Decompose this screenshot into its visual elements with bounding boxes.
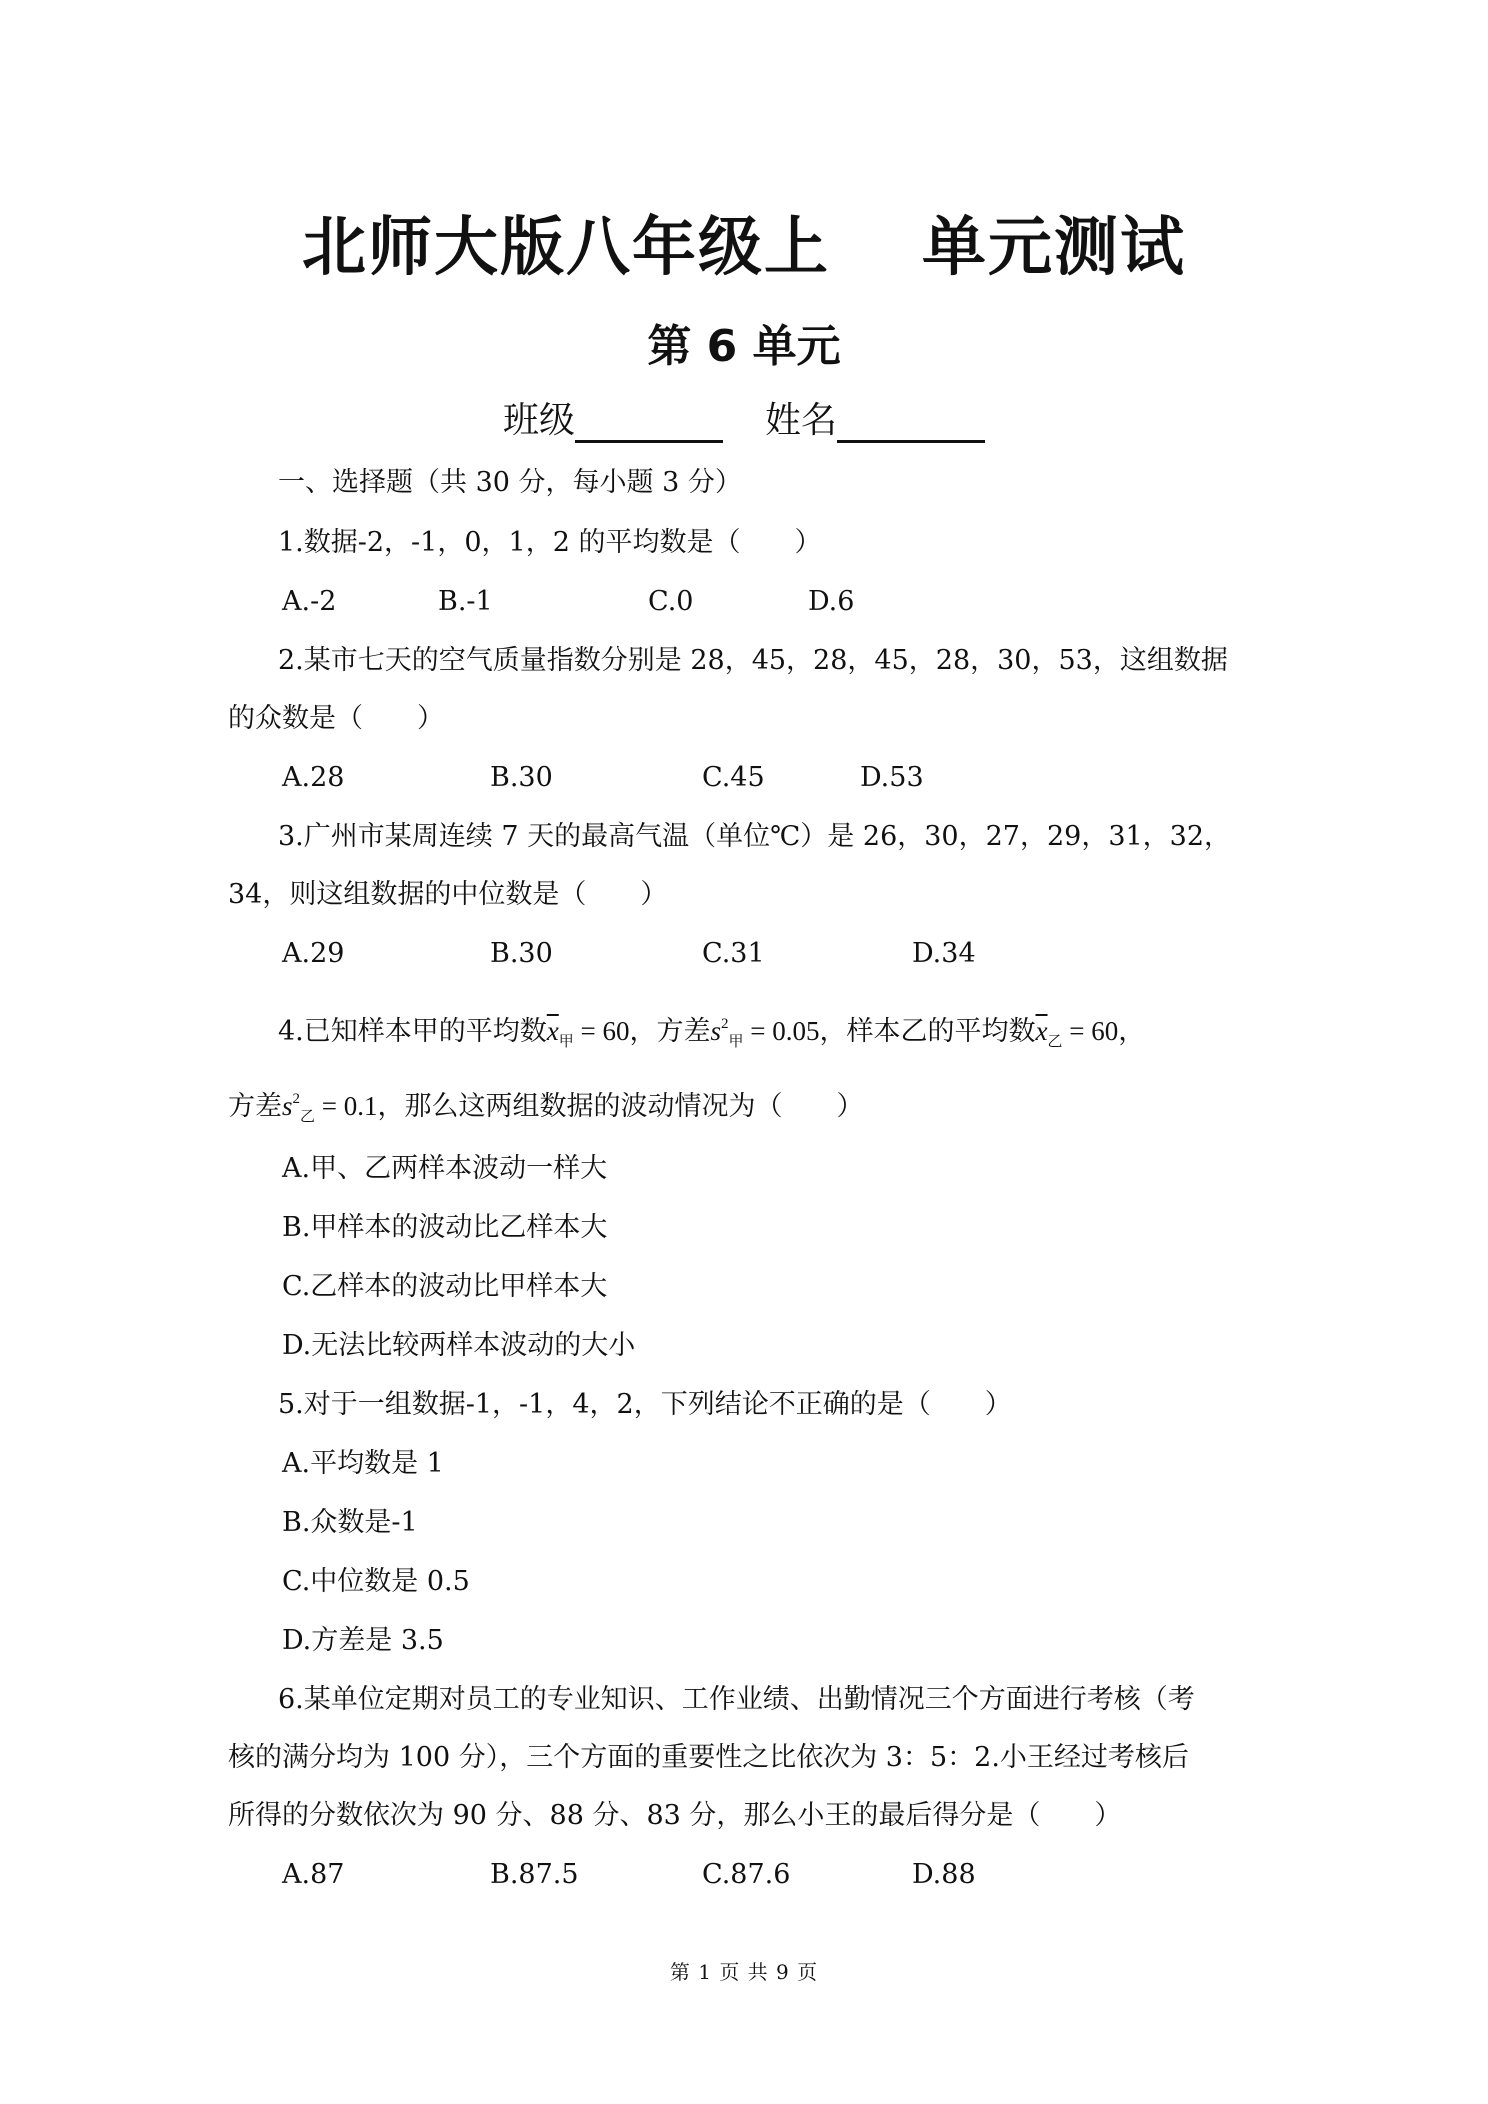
q4-eq-3: = 60: [1062, 1016, 1119, 1046]
question-5: 5.对于一组数据-1，-1，4，2，下列结论不正确的是（ ）: [278, 1389, 1012, 1420]
question-2-line-2: 的众数是（ ）: [228, 703, 444, 734]
question-4-line-1: [278, 1008, 1145, 1058]
q4-text-1: 4.已知样本甲的平均数: [278, 1016, 547, 1047]
q4-text-2: ，方差: [629, 1016, 711, 1047]
q5-option-b: B.众数是-1: [282, 1507, 418, 1538]
sub-jia: 甲: [558, 1034, 574, 1050]
question-6-line-2: 核的满分均为 100 分），三个方面的重要性之比依次为 3：5：2.小王经过考核后: [228, 1742, 1189, 1773]
q4-option-d: D.无法比较两样本波动的大小: [282, 1330, 636, 1361]
mean-yi: [1035, 1016, 1063, 1050]
q5-option-d: D.方差是 3.5: [282, 1625, 444, 1656]
x-bar-2: $\overline{x}$: [1035, 1016, 1048, 1046]
q4-option-c: C.乙样本的波动比甲样本大: [282, 1271, 608, 1302]
q4-option-a: A.甲、乙两样本波动一样大: [282, 1153, 608, 1184]
page-title: [0, 196, 1488, 288]
title-right: 单元测试: [922, 211, 1186, 285]
q1-option-c: C.0: [648, 586, 694, 617]
sub-jia-2: 甲: [728, 1034, 744, 1050]
class-label: 班级: [502, 400, 575, 441]
question-6-line-3: 所得的分数依次为 90 分、88 分、83 分，那么小王的最后得分是（ ）: [228, 1800, 1122, 1831]
q3-option-a: A.29: [282, 938, 345, 969]
question-3-line-2: 34，则这组数据的中位数是（ ）: [228, 879, 668, 910]
question-4-line-2: [228, 1083, 864, 1133]
page-footer: 第 1 页 共 9 页: [669, 1960, 819, 1984]
q4-text-3: ，样本乙的平均数: [819, 1016, 1036, 1047]
q2-option-a: A.28: [282, 762, 345, 793]
q6-option-b: B.87.5: [490, 1859, 579, 1890]
sub-yi: 乙: [1047, 1034, 1063, 1050]
q1-option-b: B.-1: [438, 586, 493, 617]
var-yi: [282, 1091, 316, 1125]
q5-option-a: A.平均数是 1: [282, 1448, 444, 1479]
q6-option-a: A.87: [282, 1859, 345, 1890]
q1-option-d: D.6: [808, 586, 855, 617]
q3-option-b: B.30: [490, 938, 553, 969]
student-info: [0, 392, 1488, 443]
question-6-line-1: 6.某单位定期对员工的专业知识、工作业绩、出勤情况三个方面进行考核（考: [278, 1684, 1195, 1715]
q4-eq-2: = 0.05: [743, 1016, 820, 1046]
q2-option-d: D.53: [860, 762, 924, 793]
q4-text-4: ，: [1118, 1016, 1146, 1047]
q2-option-b: B.30: [490, 762, 553, 793]
q5-option-c: C.中位数是 0.5: [282, 1566, 470, 1597]
s-symbol-2: s: [282, 1091, 293, 1121]
q6-option-d: D.88: [912, 1859, 976, 1890]
q6-option-c: C.87.6: [702, 1859, 791, 1890]
q4-text-5: 方差: [228, 1091, 282, 1122]
class-blank: [575, 404, 723, 443]
q1-option-a: A.-2: [282, 586, 337, 617]
q3-option-c: C.31: [702, 938, 765, 969]
q3-option-d: D.34: [912, 938, 976, 969]
x-bar: $\overline{x}$: [546, 1016, 559, 1046]
question-3-line-1: 3.广州市某周连续 7 天的最高气温（单位℃）是 26，30，27，29，31，32，: [278, 821, 1232, 852]
sub-yi-2: 乙: [300, 1109, 316, 1125]
section-heading: 一、选择题（共 30 分，每小题 3 分）: [278, 467, 742, 498]
mean-jia: [546, 1016, 574, 1050]
s-symbol: s: [710, 1016, 722, 1046]
sup-2-b: 2: [292, 1091, 301, 1107]
question-1: 1.数据-2，-1，0，1，2 的平均数是（ ）: [278, 527, 822, 558]
q4-eq-1: = 60: [573, 1016, 630, 1046]
title-left: 北师大版八年级上: [302, 211, 830, 285]
sup-2: 2: [721, 1016, 729, 1032]
q2-option-c: C.45: [702, 762, 765, 793]
q4-eq-4: = 0.1: [315, 1091, 378, 1121]
unit-subtitle: 第 6 单元: [647, 321, 841, 372]
q4-text-6: ，那么这两组数据的波动情况为（ ）: [377, 1091, 864, 1122]
name-blank: [837, 404, 985, 443]
q4-option-b: B.甲样本的波动比乙样本大: [282, 1212, 608, 1243]
var-jia: [710, 1016, 744, 1050]
question-2-line-1: 2.某市七天的空气质量指数分别是 28，45，28，45，28，30，53，这组数据: [278, 645, 1228, 676]
name-label: 姓名: [765, 400, 838, 441]
